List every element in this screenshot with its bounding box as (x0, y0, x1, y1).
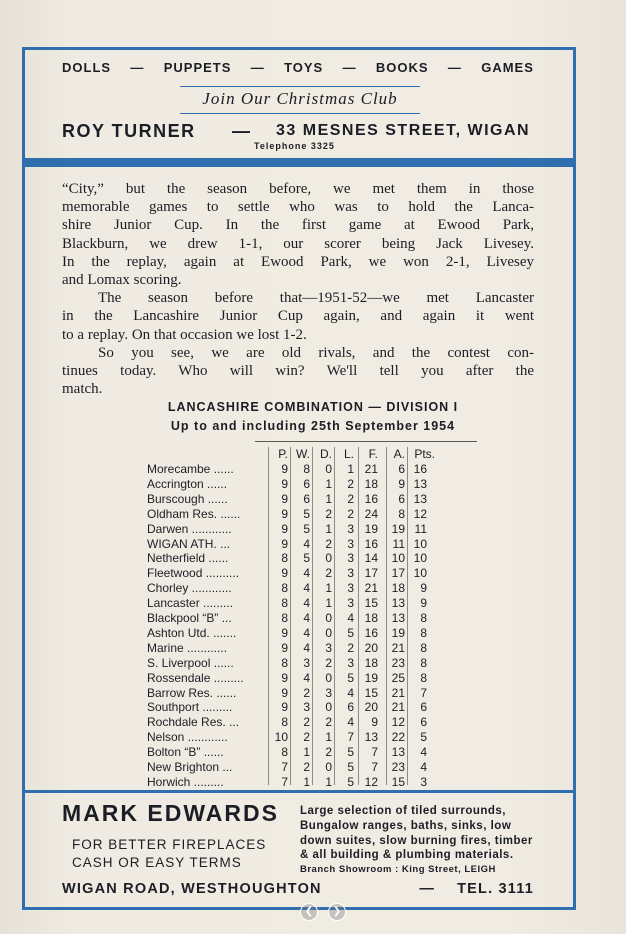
stat-f: 21 (364, 581, 378, 596)
stat-p: 9 (281, 566, 288, 581)
stat-a: 11 (392, 536, 405, 551)
team-name: Accrington ...... (147, 476, 228, 491)
stat-pts: 12 (413, 506, 427, 521)
stat-w: 2 (303, 685, 310, 700)
stat-w: 4 (303, 670, 310, 685)
article-line: tinues today. Who will win? We'll tell you after the (62, 363, 534, 380)
stat-d: 2 (325, 506, 332, 521)
stat-pts: 8 (420, 625, 427, 640)
stat-w: 6 (303, 491, 310, 506)
stat-a: 8 (398, 506, 405, 521)
stat-l: 3 (347, 551, 354, 566)
stat-w: 4 (303, 611, 310, 625)
header-against: A. (393, 447, 405, 461)
advert-telephone: TEL. 3111 (457, 881, 534, 897)
stat-w: 5 (303, 551, 310, 566)
stat-d: 2 (325, 715, 332, 730)
stat-f: 21 (364, 462, 378, 476)
stat-f: 16 (364, 491, 378, 506)
stat-d: 0 (325, 462, 332, 476)
stat-p: 8 (281, 596, 288, 611)
stat-pts: 10 (413, 551, 427, 566)
stat-d: 2 (325, 655, 332, 670)
stat-l: 2 (347, 506, 354, 521)
advert-item: TOYS (284, 60, 324, 75)
team-name: Southport ......... (147, 700, 233, 715)
header-lost: L. (343, 447, 354, 461)
team-name: Marine ............ (147, 640, 228, 655)
team-name: Barrow Res. ...... (147, 685, 237, 700)
stat-d: 0 (325, 611, 332, 625)
article-line: to a replay. On that occasion we lost 1-2. (62, 326, 307, 343)
team-name: Oldham Res. ...... (147, 506, 241, 521)
stat-pts: 4 (420, 760, 427, 774)
stat-pts: 8 (420, 670, 427, 685)
stat-pts: 13 (413, 476, 427, 491)
league-table-title: LANCASHIRE COMBINATION — DIVISION I (167, 400, 459, 414)
stat-f: 15 (364, 685, 378, 700)
stat-a: 25 (391, 670, 405, 685)
stat-a: 23 (391, 655, 405, 670)
stat-pts: 9 (420, 596, 427, 611)
stat-f: 18 (364, 655, 378, 670)
stat-f: 18 (364, 476, 378, 491)
stat-l: 4 (347, 611, 354, 625)
team-name: Burscough ...... (147, 491, 228, 506)
stat-pts: 3 (420, 774, 427, 789)
stat-f: 20 (364, 700, 378, 715)
stat-pts: 10 (413, 566, 427, 581)
advert-separator: — (447, 60, 462, 75)
stat-p: 9 (281, 462, 288, 476)
advert-address: WIGAN ROAD, WESTHOUGHTON (62, 881, 322, 897)
stat-d: 0 (325, 700, 332, 715)
stat-l: 4 (347, 715, 354, 730)
stat-pts: 6 (420, 700, 427, 715)
stat-l: 2 (347, 491, 354, 506)
advert-separator: — (130, 60, 145, 75)
advert-showroom: Branch Showroom : King Street, LEIGH (300, 864, 496, 876)
stat-p: 8 (281, 581, 288, 596)
article-line: and Lomax scoring. (62, 272, 182, 289)
stat-a: 10 (391, 551, 405, 566)
stat-a: 22 (391, 730, 405, 745)
advert-item: BOOKS (375, 60, 429, 75)
advertiser-address: 33 MESNES STREET, WIGAN (276, 122, 531, 139)
stat-f: 19 (364, 521, 378, 536)
advertiser-name: MARK EDWARDS (62, 800, 279, 826)
stat-d: 1 (325, 491, 332, 506)
stat-p: 9 (281, 491, 288, 506)
advert-detail-line: & all building & plumbing materials. (300, 849, 514, 862)
stat-a: 21 (391, 685, 405, 700)
stat-w: 8 (303, 462, 310, 476)
stat-p: 9 (281, 506, 288, 521)
team-name: WIGAN ATH. ... (147, 536, 231, 551)
stat-p: 9 (281, 700, 288, 715)
stat-f: 16 (364, 625, 378, 640)
stat-w: 5 (303, 506, 310, 521)
team-name: Ashton Utd. ....... (147, 625, 237, 640)
stat-w: 4 (303, 566, 310, 581)
stat-d: 3 (325, 640, 332, 655)
stat-d: 2 (325, 745, 332, 760)
advertiser-telephone: Telephone 3325 (254, 141, 335, 151)
stat-a: 15 (391, 774, 405, 789)
stat-d: 2 (325, 536, 332, 551)
christmas-club-banner: Join Our Christmas Club (180, 86, 420, 114)
stat-f: 7 (371, 745, 378, 760)
chevron-right-icon[interactable]: ❯ (328, 903, 346, 921)
advert-item: GAMES (481, 60, 534, 75)
team-name: Rossendale ......... (147, 670, 244, 685)
article-line: in the Lancashire Junior Cup again, and again it went (62, 308, 534, 325)
stat-w: 5 (303, 521, 310, 536)
stat-w: 4 (303, 581, 310, 596)
table-header-rule (255, 441, 477, 442)
divider-rule (22, 165, 576, 167)
stat-a: 13 (391, 745, 405, 760)
stat-a: 19 (391, 521, 405, 536)
stat-f: 14 (364, 551, 378, 566)
stat-w: 1 (303, 745, 310, 760)
article-line: So you see, we are old rivals, and the contest con- (98, 344, 534, 361)
team-name: Horwich ......... (147, 774, 224, 789)
team-name: Morecambe ...... (147, 462, 234, 476)
advert-tagline: FOR BETTER FIREPLACES (72, 837, 267, 852)
chevron-left-icon[interactable]: ❮ (300, 903, 318, 921)
advert-dash: — (419, 881, 436, 897)
stat-a: 12 (391, 715, 405, 730)
advert-item: DOLLS (62, 60, 112, 75)
stat-a: 21 (391, 700, 405, 715)
stat-w: 2 (303, 730, 310, 745)
stat-l: 5 (347, 774, 354, 789)
stat-w: 3 (303, 700, 310, 715)
stat-a: 21 (391, 640, 405, 655)
stat-w: 4 (303, 625, 310, 640)
stat-d: 1 (325, 730, 332, 745)
stat-p: 8 (281, 551, 288, 566)
article-line: “City,” but the season before, we met them in those (62, 181, 534, 197)
stat-p: 7 (281, 774, 288, 789)
stat-d: 0 (325, 551, 332, 566)
stat-a: 19 (391, 625, 405, 640)
column-rule (268, 447, 269, 785)
stat-a: 18 (391, 581, 405, 596)
advert-item: PUPPETS (163, 60, 232, 75)
stat-p: 9 (281, 536, 288, 551)
stat-l: 3 (347, 596, 354, 611)
stat-p: 10 (274, 730, 288, 745)
stat-a: 13 (391, 611, 405, 625)
stat-p: 9 (281, 476, 288, 491)
stat-d: 0 (325, 625, 332, 640)
stat-pts: 16 (413, 462, 427, 476)
advertiser-dash: — (232, 121, 250, 141)
header-points: Pts. (414, 447, 435, 461)
stat-pts: 11 (414, 521, 427, 536)
frame-right-border (573, 162, 576, 792)
team-name: Rochdale Res. ... (147, 715, 240, 730)
stat-a: 17 (391, 566, 405, 581)
stat-f: 15 (364, 596, 378, 611)
stat-p: 8 (281, 611, 288, 625)
stat-p: 9 (281, 685, 288, 700)
stat-pts: 8 (420, 611, 427, 625)
stat-l: 3 (347, 581, 354, 596)
stat-pts: 5 (420, 730, 427, 745)
stat-f: 7 (371, 760, 378, 774)
stat-pts: 9 (420, 581, 427, 596)
league-table-subtitle: Up to and including 25th September 1954 (170, 419, 456, 433)
stat-l: 6 (347, 700, 354, 715)
stat-l: 3 (347, 566, 354, 581)
stat-d: 0 (325, 760, 332, 774)
team-name: Fleetwood .......... (147, 566, 240, 581)
stat-p: 9 (281, 670, 288, 685)
stat-f: 20 (364, 640, 378, 655)
stat-l: 5 (347, 625, 354, 640)
article-line: match. (62, 381, 103, 398)
stat-d: 1 (325, 596, 332, 611)
stat-w: 2 (303, 715, 310, 730)
stat-a: 6 (398, 491, 405, 506)
advertiser-name: ROY TURNER (62, 121, 196, 141)
column-rule (290, 447, 291, 785)
stat-l: 5 (347, 745, 354, 760)
team-name: Lancaster ......... (147, 596, 234, 611)
stat-p: 8 (281, 655, 288, 670)
column-rule (407, 447, 408, 785)
article-line: The season before that—1951-52—we met Lancaster (98, 290, 534, 307)
stat-l: 2 (347, 640, 354, 655)
stat-a: 9 (398, 476, 405, 491)
header-for: F. (368, 447, 378, 461)
stat-f: 12 (364, 774, 378, 789)
advert-detail-line: down suites, slow burning fires, timber (300, 834, 533, 847)
team-name: New Brighton ... (147, 760, 233, 774)
stat-w: 4 (303, 596, 310, 611)
advert-detail-line: Large selection of tiled surrounds, (300, 805, 507, 817)
advert-product-list (62, 60, 534, 75)
article-line: Blackburn, we drew 1-1, our scorer being Jack Livesey. (62, 235, 534, 252)
stat-d: 2 (325, 566, 332, 581)
stat-a: 13 (391, 596, 405, 611)
column-rule (312, 447, 313, 785)
stat-l: 7 (347, 730, 354, 745)
team-name: Nelson ............ (147, 730, 228, 745)
divider-rule (22, 158, 576, 162)
advert-detail-line: Bungalow ranges, baths, sinks, low (300, 819, 512, 832)
stat-w: 6 (303, 476, 310, 491)
stat-d: 0 (325, 670, 332, 685)
stat-l: 5 (347, 760, 354, 774)
stat-pts: 8 (420, 640, 427, 655)
stat-f: 24 (364, 506, 378, 521)
stat-a: 23 (391, 760, 405, 774)
stat-l: 5 (347, 670, 354, 685)
stat-l: 3 (347, 536, 354, 551)
column-rule (358, 447, 359, 785)
header-won: W. (296, 447, 310, 461)
stat-l: 2 (347, 476, 354, 491)
stat-p: 8 (281, 715, 288, 730)
team-name: Bolton “B” ...... (147, 745, 224, 760)
stat-f: 9 (371, 715, 378, 730)
stat-f: 19 (364, 670, 378, 685)
stat-f: 17 (364, 566, 378, 581)
article-line: In the replay, again at Ewood Park, we won 2-1, Livesey (62, 253, 534, 270)
column-rule (334, 447, 335, 785)
article-line: memorable games to settle who was to hold the Lanca- (62, 199, 534, 216)
stat-w: 4 (303, 536, 310, 551)
stat-pts: 10 (413, 536, 427, 551)
team-name: Darwen ............ (147, 521, 232, 536)
header-played: P. (278, 447, 288, 461)
stat-d: 1 (325, 521, 332, 536)
stat-pts: 4 (420, 745, 427, 760)
team-name: Netherfield ...... (147, 551, 229, 566)
stat-p: 9 (281, 625, 288, 640)
stat-w: 4 (303, 640, 310, 655)
article-text (62, 180, 534, 398)
stat-w: 1 (303, 774, 310, 789)
team-name: Blackpool “B” ... (147, 611, 232, 625)
frame-left-border (22, 162, 25, 792)
advert-separator: — (342, 60, 357, 75)
stat-l: 1 (347, 462, 354, 476)
stat-d: 1 (325, 774, 332, 789)
advert-separator: — (250, 60, 265, 75)
advert-terms: CASH OR EASY TERMS (72, 855, 242, 870)
stat-d: 3 (325, 685, 332, 700)
advert-footer (62, 881, 534, 897)
stat-pts: 7 (420, 685, 427, 700)
stat-l: 4 (347, 685, 354, 700)
stat-pts: 6 (420, 715, 427, 730)
stat-w: 3 (303, 655, 310, 670)
article-line: shire Junior Cup. In the first game at Ewood Park, (62, 217, 534, 234)
stat-pts: 8 (420, 655, 427, 670)
stat-f: 18 (364, 611, 378, 625)
stat-a: 6 (398, 462, 405, 476)
stat-p: 9 (281, 640, 288, 655)
stat-d: 1 (325, 476, 332, 491)
stat-p: 7 (281, 760, 288, 774)
stat-f: 13 (364, 730, 378, 745)
stat-l: 3 (347, 521, 354, 536)
header-drawn: D. (320, 447, 332, 461)
stat-f: 16 (364, 536, 378, 551)
advert-details (300, 804, 545, 878)
team-name: S. Liverpool ...... (147, 655, 234, 670)
stat-p: 8 (281, 745, 288, 760)
stat-pts: 13 (413, 491, 427, 506)
stat-d: 1 (325, 581, 332, 596)
stat-w: 2 (303, 760, 310, 774)
team-name: Chorley ............ (147, 581, 232, 596)
stat-l: 3 (347, 655, 354, 670)
stat-p: 9 (281, 521, 288, 536)
